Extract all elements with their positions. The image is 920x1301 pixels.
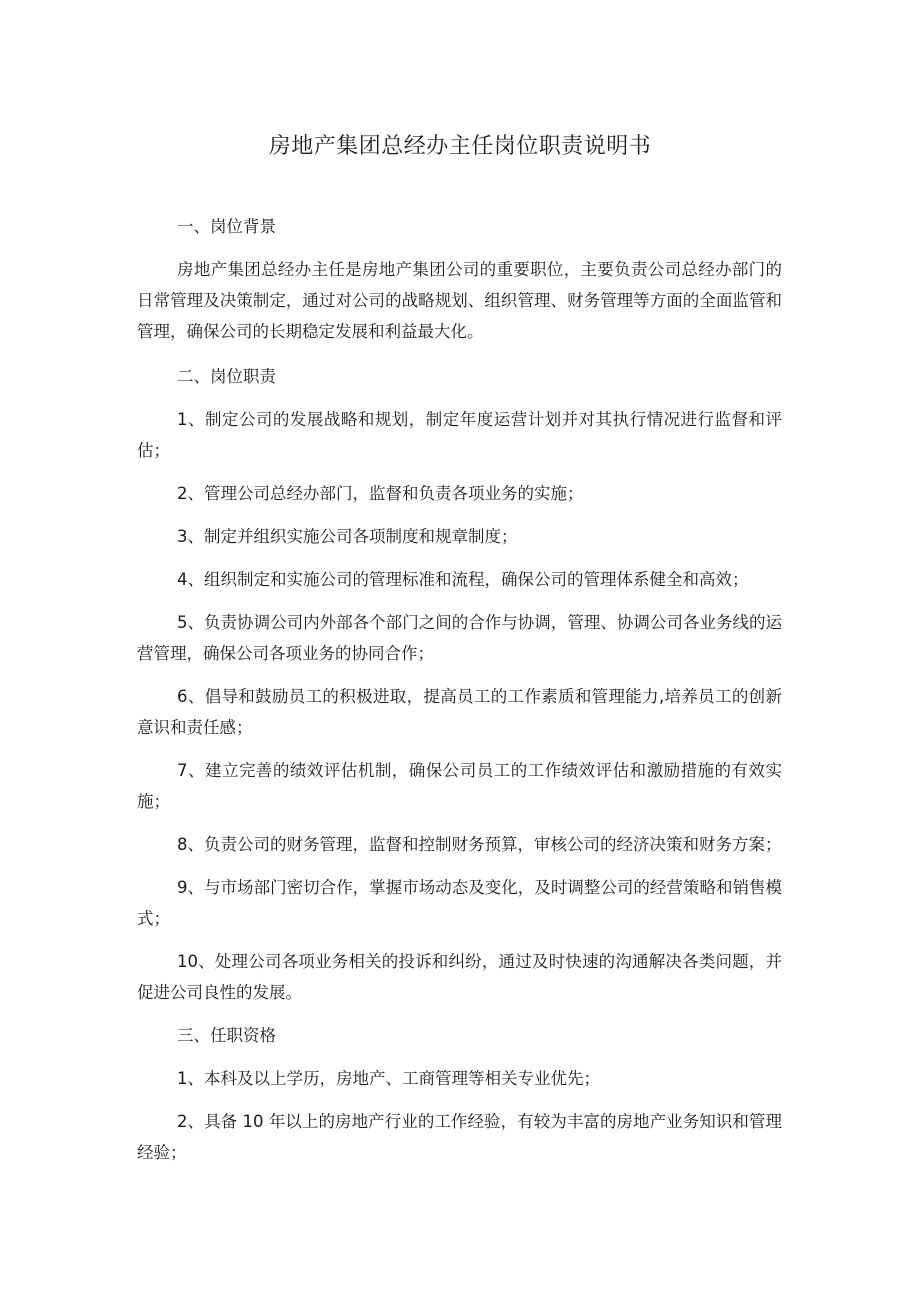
section-heading-background: 一、岗位背景 [177,217,276,236]
section-paragraph: 房地产集团总经办主任是房地产集团公司的重要职位，主要负责公司总经办部门的日常管理及决策制定，通过对公司的战略规划、组织管理、财务管理等方面的全面监管和管理，确保公司的长期稳定发展和利益最大化。 [137,260,782,341]
document-body [137,211,782,1180]
duty-item: 3、制定并组织实施公司各项制度和规章制度； [177,527,518,546]
qualification-item: 1、本科及以上学历，房地产、工商管理等相关专业优先； [177,1069,600,1088]
document-title: 房地产集团总经办主任岗位职责说明书 [268,134,652,159]
duty-item: 8、负责公司的财务管理，监督和控制财务预算，审核公司的经济决策和财务方案； [177,835,782,854]
duty-item: 4、组织制定和实施公司的管理标准和流程，确保公司的管理体系健全和高效； [177,570,749,589]
duty-item: 2、管理公司总经办部门，监督和负责各项业务的实施； [177,484,584,503]
qualification-item: 2、具备 10 年以上的房地产行业的工作经验，有较为丰富的房地产业务知识和管理经验； [137,1112,782,1162]
duty-item: 10、处理公司各项业务相关的投诉和纠纷，通过及时快速的沟通解决各类问题，并促进公司良性的发展。 [137,952,782,1002]
duty-item: 5、负责协调公司内外部各个部门之间的合作与协调，管理、协调公司各业务线的运营管理，确保公司各项业务的协同合作； [137,613,782,663]
section-heading-qualifications: 三、任职资格 [177,1026,276,1045]
duty-item: 1、制定公司的发展战略和规划，制定年度运营计划并对其执行情况进行监督和评估； [137,410,782,460]
section-heading-duties: 二、岗位职责 [177,367,276,386]
duty-item: 7、建立完善的绩效评估机制，确保公司员工的工作绩效评估和激励措施的有效实施； [137,761,782,811]
duty-item: 6、倡导和鼓励员工的积极进取，提高员工的工作素质和管理能力,培养员工的创新意识和责任感； [137,687,782,737]
duty-item: 9、与市场部门密切合作，掌握市场动态及变化，及时调整公司的经营策略和销售模式； [137,878,782,928]
